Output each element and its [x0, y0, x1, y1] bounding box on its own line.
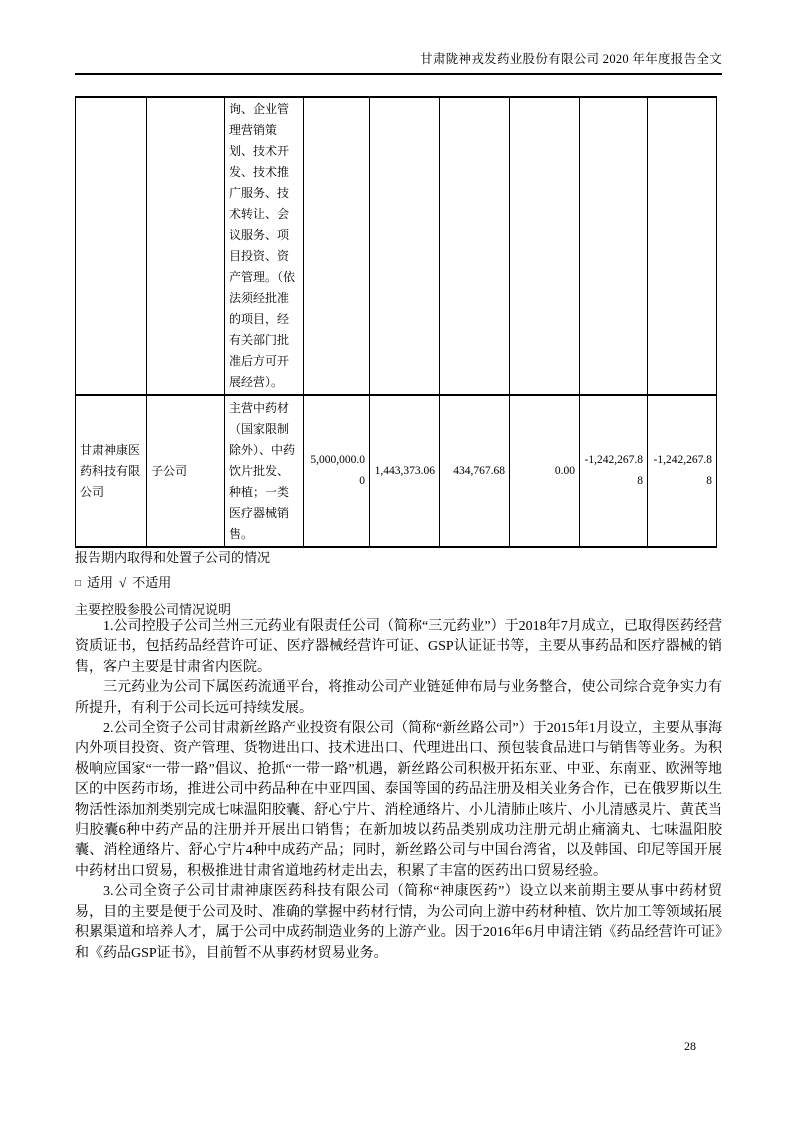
cell-business-scope: 主营中药材（国家限制除外）、中药饮片批发、种植；一类医疗器械销售。 [225, 395, 304, 547]
page-number: 28 [684, 1039, 696, 1053]
cell-empty [440, 97, 510, 395]
cell-company-name: 甘肃神康医药科技有限公司 [76, 395, 147, 547]
cell-business-scope-continued: 询、企业管理营销策划、技术开发、技术推广服务、技术转让、会议服务、项目投资、资产管理。（依法须经批准的项目，经有关部门批准后方可开展经营）。 [225, 97, 304, 395]
cell-amount-4: 0.00 [510, 395, 580, 547]
check-mark-icon: √ [119, 575, 127, 590]
table-row-shenkang [76, 395, 717, 547]
holding-desc-label: 主要控股参股公司情况说明 [75, 602, 232, 617]
cell-empty [304, 97, 370, 395]
applicable-row [75, 570, 722, 597]
cell-empty [580, 97, 648, 395]
paragraph-sanyuan-1: 1.公司控股子公司兰州三元药业有限责任公司（简称“三元药业”）于2018年7月成立，已取得医药经营资质证书，包括药品经营许可证、医疗器械经营许可证、GSP认证证书等，主要从事药品和医疗器械的销售，客户主要是甘肃省内医院。 [75, 619, 722, 675]
applicable-label: 适用 [87, 575, 114, 590]
report-header-title: 甘肃陇神戎发药业股份有限公司 2020 年年度报告全文 [420, 52, 722, 66]
cell-empty [510, 97, 580, 395]
cell-amount-3: 434,767.68 [440, 395, 510, 547]
body-text [75, 617, 722, 964]
section-labels [75, 545, 722, 622]
not-applicable-label: 不适用 [132, 575, 172, 590]
cell-empty [76, 97, 147, 395]
cell-empty [370, 97, 440, 395]
cell-empty [648, 97, 717, 395]
header-divider [75, 73, 722, 75]
paragraph-xinsilu: 2.公司全资子公司甘肃新丝路产业投资有限公司（简称“新丝路公司”）于2015年1月设立，主要从事海内外项目投资、资产管理、货物进出口、技术进出口、代理进出口、预包装食品进口与销售等业务。为积极响应国家“一带一路”倡议、抢抓“一带一路”机遇，新丝路公司积极开拓东亚、中亚、东南亚、欧洲等地区的中医药市场，推进公司中药品种在中亚四国、泰国等国的药品注册及相关业务合作，已在俄罗斯以生物活性添加剂类别完成七味温阳胶囊、舒心宁片、消栓通络片、小儿清肺止咳片、小儿清感灵片、黄芪当归胶囊6种中药产品的注册并开展出口销售；在新加坡以药品类别成功注册元胡止痛滴丸、七味温阳胶囊、消栓通络片、舒心宁片4种中成药产品；同时，新丝路公司与中国台湾省，以及韩国、印尼等国开展中药材出口贸易，积极推进甘肃省道地药材走出去，积累了丰富的医药出口贸易经验。 [75, 721, 722, 879]
cell-amount-1: 5,000,000.00 [304, 395, 370, 547]
subsidiary-table [75, 96, 717, 548]
cell-amount-5: -1,242,267.88 [580, 395, 648, 547]
checkbox-empty-icon: □ [75, 578, 82, 589]
cell-company-type: 子公司 [147, 395, 225, 547]
cell-amount-6: -1,242,267.88 [648, 395, 717, 547]
cell-amount-2: 1,443,373.06 [370, 395, 440, 547]
paragraph-shenkang: 3.公司全资子公司甘肃神康医药科技有限公司（简称“神康医药”）设立以来前期主要从事中药材贸易，目的主要是便于公司及时、准确的掌握中药材行情，为公司向上游中药材种植、饮片加工等领域拓展积累渠道和培养人才，属于公司中成药制造业务的上游产业。因于2016年6月申请注销《药品经营许可证》和《药品GSP证书》，目前暂不从事药材贸易业务。 [75, 884, 722, 961]
paragraph-sanyuan-2: 三元药业为公司下属医药流通平台，将推动公司产业链延伸布局与业务整合，使公司综合竞争实力有所提升，有利于公司长远可持续发展。 [75, 680, 722, 716]
cell-empty [147, 97, 225, 395]
table-row-continuation [76, 97, 717, 395]
obtain-dispose-label: 报告期内取得和处置子公司的情况 [75, 550, 271, 565]
